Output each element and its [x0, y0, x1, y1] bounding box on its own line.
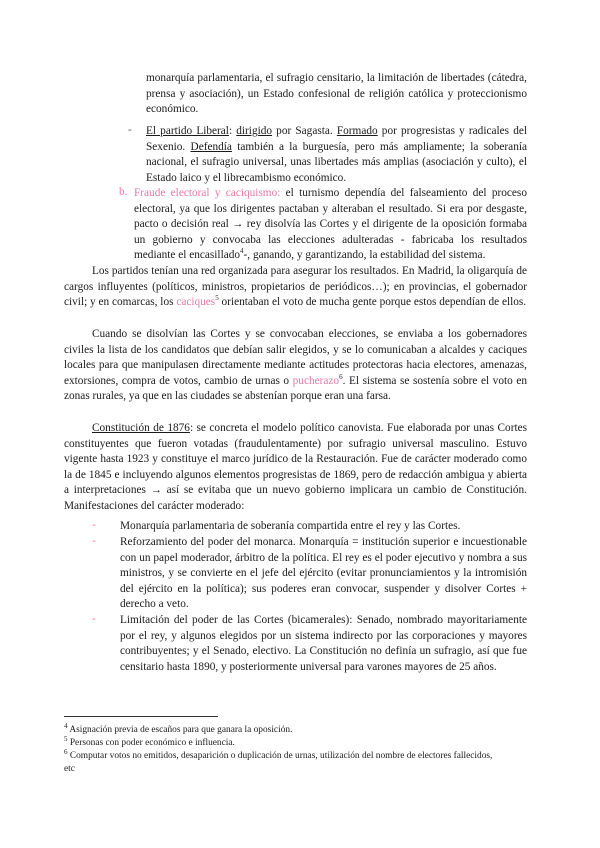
- footnote-text: Computar votos no emitidos, desaparición o duplicación de urnas, utilización del nombre de electores fallecidos, etc: [64, 751, 493, 774]
- formed-rest: por progresistas y radicales del Sexenio.: [146, 125, 527, 153]
- led-word: dirigido: [236, 125, 273, 137]
- bullet-marker: -: [92, 613, 96, 625]
- fraud-item-marker: b.: [119, 186, 128, 198]
- footnote-6: [64, 747, 504, 776]
- bullet-marker: -: [92, 535, 96, 547]
- bullet-item: Monarquía parlamentaria de soberanía compartida entre el rey y las Cortes.: [120, 520, 461, 532]
- defended-rest: también a la burguesía, pero más ampliamente; la soberanía nacional, el sufragio universal, unas libertades más amplias (asociación y culto), el Estado laico y el librecambismo económico.: [146, 140, 527, 184]
- fraud-heading: Fraude electoral y caciquismo:: [134, 187, 281, 199]
- constitution-heading: Constitución de 1876: [92, 422, 190, 434]
- colon: :: [228, 125, 233, 137]
- continuation-text: monarquía parlamentaria, el sufragio censitario, la limitación de libertades (cátedra, prensa y asociación), un Estado confesional de religión católica y proteccionismo económico.: [146, 72, 527, 116]
- fraud-text-end: -, ganando, y garantizando, la estabilidad del sistema.: [243, 249, 486, 262]
- bullet-item: Limitación del poder de las Cortes (bicamerales): Senado, nombrado mayoritariamente por el rey, y algunos elegidos por un sistema indirecto por las corporaciones y mayores contribuyentes; y el Senado, electivo. La Constitución no definía un sufragio, así que fue censitario hasta 1890, y posteriormente universal para varones mayores de 25 años.: [120, 614, 527, 673]
- conservative-item-continuation: [146, 71, 527, 118]
- defended-word: Defendía: [190, 140, 232, 153]
- led-rest: por Sagasta.: [272, 125, 337, 137]
- footnote-number: 6: [64, 747, 68, 756]
- constitution-paragraph: [64, 421, 527, 515]
- bullet-item: Reforzamiento del poder del monarca. Monarquía = institución superior e incuestionable con un papel moderador, árbitro de la política. El rey es el poder ejecutivo y nombra a sus ministros, y se convierte en el jefe del ejército (evitar pronunciamientos y la intromisión del ejército en la política); sus poderes eran convocar, suspender y disolver Cortes + derecho a veto.: [120, 536, 527, 611]
- footnote-ref-5[interactable]: 5: [215, 294, 219, 303]
- footnote-separator: [64, 716, 218, 717]
- formed-word: Formado: [336, 125, 378, 137]
- pucherazo-term: pucherazo: [292, 374, 340, 387]
- liberal-bullet: -: [128, 124, 132, 136]
- footnote-number: 5: [64, 734, 68, 743]
- footnote-4: [64, 721, 504, 737]
- parties-text: Los partidos tenían una red organizada para asegurar los resultados. En Madrid, la oligarquía de cargos influyentes (políticos, ministros, propietarios de periódicos…); en provincias, el gobernador civil; y en comarcas, los: [64, 265, 527, 309]
- footnote-number: 4: [64, 721, 68, 730]
- dissolve-paragraph: [64, 327, 527, 405]
- bullet-marker: -: [92, 519, 96, 531]
- footnote-text: Asignación previa de escaños para que ganara la oposición.: [67, 725, 293, 735]
- footnote-text: Personas con poder económico e influencia.: [67, 738, 235, 748]
- parties-text-end: orientaban el voto de mucha gente porque estos dependían de ellos.: [218, 296, 527, 309]
- footnote-5: [64, 734, 504, 750]
- fraud-text: el turnismo dependía del falseamiento del proceso electoral, ya que los dirigentes pactaban y alteraban el resultado. Si era por desgaste, pacto o decisión real → rey disolvía las Cortes y el dirigente de la oposición formaba un gobierno y convocaba las elecciones adulteradas - fabricaba los resultados mediante el encasillado: [134, 187, 527, 262]
- footnote-ref-6[interactable]: 6: [339, 373, 343, 382]
- caciques-term: caciques: [176, 296, 216, 309]
- dissolve-text-end: . El sistema se sostenía sobre el voto en zonas rurales, ya que en las ciudades se abstenían porque eran una farsa.: [64, 374, 527, 403]
- footnote-ref-4[interactable]: 4: [240, 247, 244, 256]
- constitution-text: : se concreta el modelo político canovista. Fue elaborada por unas Cortes constituyentes que fueron votadas (fraudulentamente) por sufragio universal masculino. Estuvo vigente hasta 1923 y constituye el marco jurídico de la Restauración. Fue de carácter moderado como la de 1845 e incluyendo algunos elementos progresistas de 1869, pero de redacción ambigua y abierta a interpretaciones → así se evitaba que un nuevo gobierno implicara un cambio de Constitución. Manifestaciones del carácter moderado:: [64, 422, 527, 512]
- parties-paragraph: [64, 264, 527, 311]
- dissolve-text: Cuando se disolvían las Cortes y se convocaban elecciones, se enviaba a los gobernadores civiles la lista de los candidatos que debían salir elegidos, y se lo comunicaban a alcaldes y caciques locales para que manipulasen directamente mediante actitudes protectoras hacia electores, amenazas, extorsiones, compra de votos, cambio de urnas o: [64, 328, 527, 387]
- liberal-party-item: [146, 124, 527, 186]
- fraud-item: [134, 186, 527, 264]
- liberal-party-label: El partido Liberal: [146, 125, 229, 137]
